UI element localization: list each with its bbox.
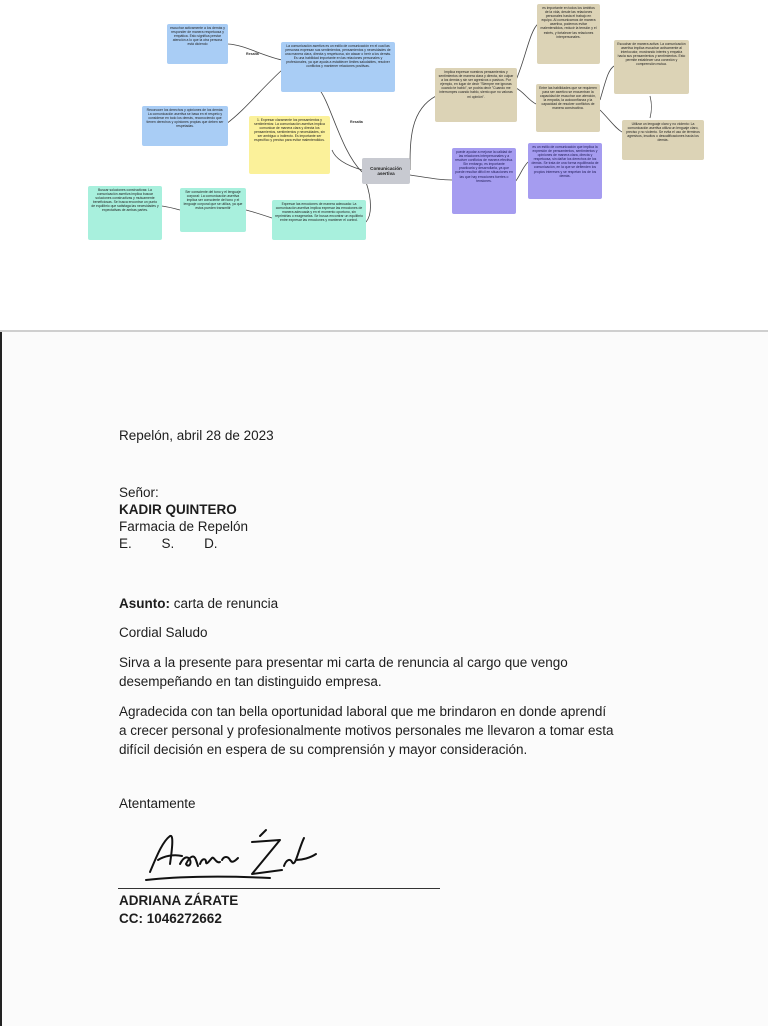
- node-soluciones: Buscar soluciones constructivas: La comunicación asertiva implica buscar soluciones constructivas y mutuamente beneficiosas. Se busca encontrar un punto de equilibrio que satisfaga las necesidades y expectativas de ambas partes.: [88, 186, 162, 240]
- node-emociones: Expresar las emociones de manera adecuada: La comunicación asertiva implica expresar las emociones de manera adecuada y en el momento oportuno, sin reprimirlas o exagerarlas. Se busca encontrar un equilibrio entre expresar las emociones y mantener el control.: [272, 200, 366, 240]
- edge-label: Resalta: [246, 52, 259, 56]
- node-definicion: La comunicación asertiva es un estilo de comunicación en el cual las personas expresan sus sentimientos, pensamientos y necesidades de una manera clara, directa y respetuosa, sin atacar o herir a los demás. Es una habilidad importante en las relaciones personales y profesionales, ya que ayuda a establecer límites saludables, resolver conflictos y mantener relaciones positivas.: [281, 42, 395, 92]
- mind-map: [0, 0, 768, 330]
- connector: [515, 162, 528, 182]
- initial-d: D.: [204, 536, 218, 551]
- connector: [516, 24, 538, 80]
- node-escuchar-activa: Escuchar de manera activa: La comunicación asertiva implica escuchar activamente al interlocutor, mostrando interés y empatía hacia sus pensamientos y sentimientos. Esto permite establecer una conexión y comprensión mutua.: [614, 40, 689, 94]
- recipient-name: KADIR QUINTERO: [119, 502, 237, 517]
- recipient-company: Farmacia de Repelón: [119, 519, 249, 534]
- node-importante: es importante en todos los ámbitos de la vida, desde las relaciones personales hasta el trabajo en equipo. Al comunicarnos de manera asertiva, podemos evitar malentendidos, reducir la tensión y el estrés, y fortalecer las relaciones interpersonales.: [537, 4, 600, 64]
- edge-label: Resalta: [350, 120, 363, 124]
- initial-e: E.: [119, 536, 132, 551]
- paragraph2-line: a crecer personal y profesionalmente motivos personales me llevaron a tomar esta: [119, 723, 614, 738]
- node-expresar: 1. Expresar claramente los pensamientos y sentimientos: La comunicación asertiva implica comunicar de manera clara y directa los pensamientos, sentimientos y necesidades, sin ser ambiguo o indirecto. Es importante ser específico y preciso para evitar malentendidos.: [249, 116, 330, 174]
- node-implica: Implica expresar nuestros pensamientos y sentimientos de manera clara y directa, sin culpar a los demás y sin ser agresivos o pasivos. Por ejemplo, en lugar de decir "Siempre me ignoras cuando te hablo", se podría decir "Cuando me interrumpes cuando hablo, siento que no valoras mi opinión".: [435, 68, 517, 122]
- place-date: Repelón, abril 28 de 2023: [119, 428, 274, 443]
- paragraph1-line: desempeñando en tan distinguido empresa.: [119, 674, 382, 689]
- paragraph2-line: Agradecida con tan bella oportunidad laboral que me brindaron en donde aprendí: [119, 704, 607, 719]
- paragraph1-line: Sirva a la presente para presentar mi carta de renuncia al cargo que vengo: [119, 655, 568, 670]
- signer-id: CC: 1046272662: [119, 911, 222, 926]
- connector: [410, 96, 436, 170]
- connector: [600, 110, 622, 132]
- subject-text: carta de renuncia: [173, 596, 279, 611]
- subject-label: Asunto:: [119, 596, 170, 611]
- connector: [410, 175, 452, 180]
- node-reconocer: Reconocer los derechos y opiniones de los demás: La comunicación asertiva se basa en el respeto y considerar en todo los demás, reconociendo que tienen derechos y opiniones propias que deben ser respetadas.: [142, 106, 228, 146]
- node-corporal: Ser consciente del tono y el lenguaje corporal: La comunicación asertiva implica ser consciente del tono y el lenguaje corporal que se utiliza, ya que estos pueden transmitir: [180, 188, 246, 232]
- node-lenguaje: Utilizar un lenguaje claro y no violento: La comunicación asertiva utiliza un lenguaje claro, preciso y no violento. Se evita el uso de términos agresivos, insultos o descalificaciones hacia los demás.: [622, 120, 704, 160]
- subject-line: [119, 596, 278, 611]
- node-habilidades: Entre las habilidades que se requieren para ser asertivo se encuentran la capacidad de escuchar con atención, la empatía, la autoconfianza y la capacidad de resolver conflictos de manera constructiva.: [536, 84, 600, 132]
- signer-name: ADRIANA ZÁRATE: [119, 893, 239, 908]
- node-escuchar: escuchar activamente a los demás y responder de manera respetuosa y empática. Esto significa prestar atención a lo que la otra persona está diciendo: [167, 24, 228, 64]
- connector: [366, 182, 371, 222]
- scan-edge: [0, 332, 2, 1026]
- greeting: Cordial Saludo: [119, 625, 208, 640]
- salutation-title: Señor:: [119, 485, 159, 500]
- paragraph2-line: difícil decisión en espera de su comprensión y mayor consideración.: [119, 742, 528, 757]
- connector: [600, 66, 614, 100]
- signature: [140, 820, 330, 890]
- node-central: Comunicación asertiva: [362, 158, 410, 184]
- connector: [160, 206, 180, 210]
- initial-s: S.: [161, 536, 175, 551]
- node-estilo: es un estilo de comunicación que implica la expresión de pensamientos, sentimientos y opiniones de manera clara, directa y respetuosa, sin dañar los derechos de los demás. Se trata de una forma equilibrada de comunicación, en la que se defienden los propios intereses y se respetan los de los demás.: [528, 143, 602, 199]
- node-ayudar: puede ayudar a mejorar la calidad de las relaciones interpersonales y a resolver conflictos de manera efectiva. Sin embargo, es importante practicarla y desarrollarla, ya que puede resultar difícil en situaciones en las que hay emociones fuertes o tensiones.: [452, 148, 516, 214]
- resignation-letter: [0, 330, 768, 1026]
- connector: [246, 210, 272, 218]
- signature-line: [118, 888, 440, 889]
- recipient-initials: [119, 536, 218, 551]
- connector: [516, 88, 536, 104]
- connector: [650, 96, 652, 118]
- closing: Atentamente: [119, 796, 196, 811]
